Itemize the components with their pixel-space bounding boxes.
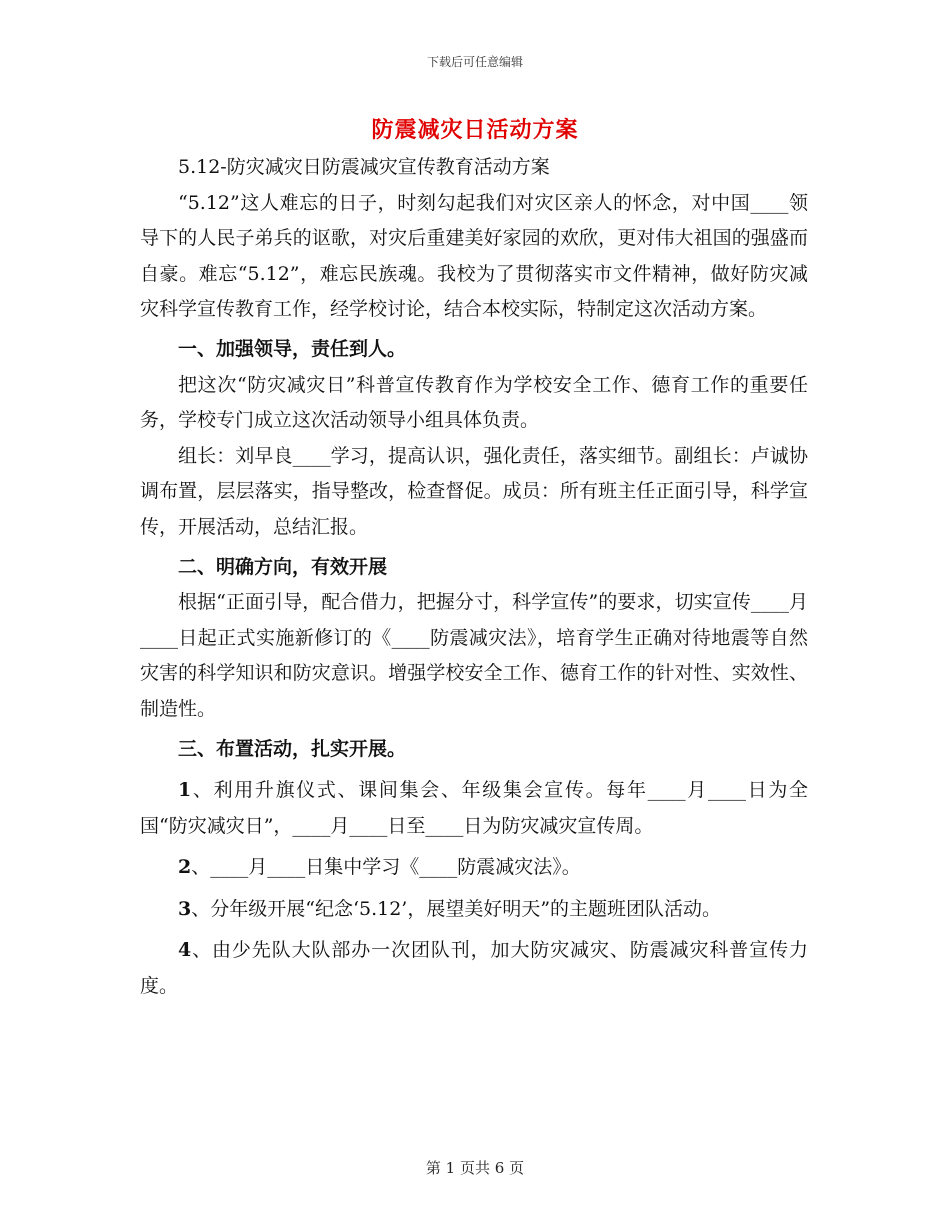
section-heading-1: 一、加强领导，责任到人。	[178, 337, 407, 360]
list-item	[140, 773, 808, 844]
section-2-paragraph-1: 根据“正面引导，配合借力，把握分寸，科学宣传”的要求，切实宣传____月____日起正式实施新修订的《____防震减灾法》，培育学生正确对待地震等自然灾害的科学知识和防灾意识。增强学校安全工作、德育工作的针对性、实效性、制造性。	[140, 591, 808, 720]
document-subtitle: 5.12-防灾减灾日防震减灾宣传教育活动方案	[178, 156, 550, 178]
page-footer: 第 1 页共 6 页	[425, 1159, 525, 1177]
section-1-paragraph-1: 把这次“防灾减灾日”科普宣传教育作为学校安全工作、德育工作的重要任务，学校专门成立这次活动领导小组具体负责。	[140, 373, 808, 432]
document-title: 防震减灾日活动方案	[371, 117, 579, 143]
list-item-number: 4	[178, 939, 192, 962]
section-heading-3: 三、布置活动，扎实开展。	[178, 737, 407, 760]
list-item	[140, 892, 808, 928]
section-heading-2: 二、明确方向，有效开展	[178, 555, 388, 578]
list-item-text: 、由少先队大队部办一次团队刊，加大防灾减灾、防震减灾科普宣传力度。	[140, 939, 808, 998]
list-item-text: 、利用升旗仪式、课间集会、年级集会宣传。每年____月____日为全国“防灾减灾日”，____月____日至____日为防灾减灾宣传周。	[140, 779, 808, 837]
intro-paragraph: “5.12”这人难忘的日子，时刻勾起我们对灾区亲人的怀念，对中国____领导下的人民子弟兵的讴歌，对灾后重建美好家园的欢欣，更对伟大祖国的强盛而自豪。难忘“5.12”，难忘民族魂。我校为了贯彻落实市文件精神，做好防灾减灾科学宣传教育工作，经学校讨论，结合本校实际，特制定这次活动方案。	[140, 191, 808, 321]
list-item	[140, 933, 808, 1004]
document-body	[140, 150, 808, 1005]
list-item	[140, 850, 808, 886]
list-item-number: 3	[178, 897, 192, 920]
list-item-number: 2	[178, 856, 192, 879]
list-item-text: 、____月____日集中学习《____防震减灾法》。	[191, 856, 581, 879]
list-item-text: 、分年级开展“纪念‘5.12’，展望美好明天”的主题班团队活动。	[191, 897, 722, 920]
list-item-number: 1	[178, 779, 192, 802]
page-header: 下载后可任意编辑	[426, 55, 523, 69]
section-1-paragraph-2: 组长：刘早良____学习，提高认识，强化责任，落实细节。副组长：卢诚协调布置，层层落实，指导整改，检查督促。成员：所有班主任正面引导，科学宣传，开展活动，总结汇报。	[140, 444, 808, 538]
